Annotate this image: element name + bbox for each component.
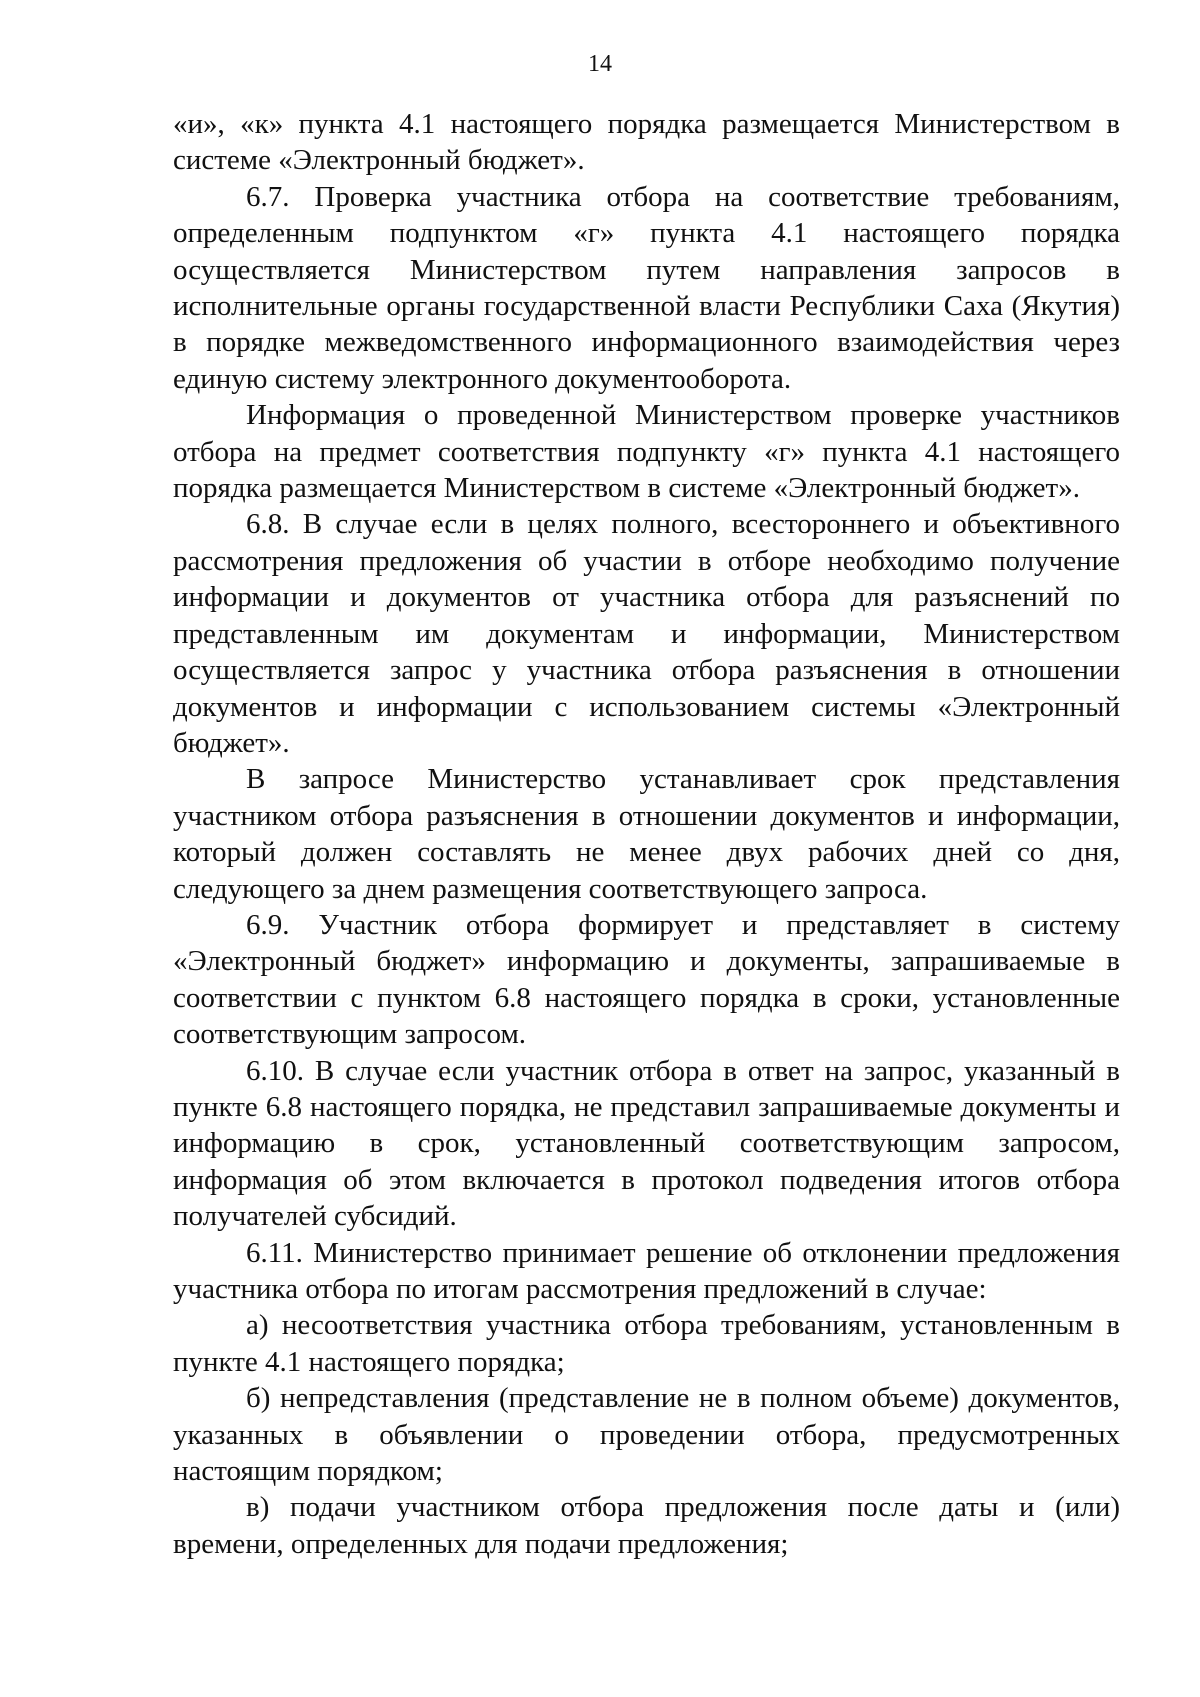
paragraph-6-7-info: Информация о проведенной Министерством проверке участников отбора на предмет соответствия подпункту «г» пункта 4.1 настоящего порядка размещается Министерством в системе «Электронный бюджет».	[173, 399, 1120, 505]
list-item-a: а) несоответствия участника отбора требованиям, установленным в пункте 4.1 настоящего порядка;	[173, 1309, 1120, 1378]
list-item-v: в) подачи участником отбора предложения после даты и (или) времени, определенных для подачи предложения;	[173, 1491, 1120, 1560]
document-body	[173, 106, 1120, 1562]
paragraph-6-9: 6.9. Участник отбора формирует и представляет в систему «Электронный бюджет» информацию и документы, запрашиваемые в соответствии с пунктом 6.8 настоящего порядка в сроки, установленные соответствующим запросом.	[173, 908, 1120, 1051]
list-item-b: б) непредставления (представление не в полном объеме) документов, указанных в объявлении о проведении отбора, предусмотренных настоящим порядком;	[173, 1382, 1120, 1488]
paragraph-continuation: «и», «к» пункта 4.1 настоящего порядка размещается Министерством в системе «Электронный бюджет».	[173, 108, 1120, 177]
paragraph-6-11: 6.11. Министерство принимает решение об отклонении предложения участника отбора по итогам рассмотрения предложений в случае:	[173, 1236, 1120, 1305]
paragraph-6-10: 6.10. В случае если участник отбора в ответ на запрос, указанный в пункте 6.8 настоящего порядка, не представил запрашиваемые документы и информацию в срок, установленный соответствующим запросом, информация об этом включается в протокол подведения итогов отбора получателей субсидий.	[173, 1054, 1120, 1233]
paragraph-6-7: 6.7. Проверка участника отбора на соответствие требованиям, определенным подпунктом «г» пункта 4.1 настоящего порядка осуществляется Министерством путем направления запросов в исполнительные органы государственной власти Республики Саха (Якутия) в порядке межведомственного информационного взаимодействия через единую систему электронного документооборота.	[173, 180, 1120, 395]
page-number: 14	[588, 51, 612, 77]
paragraph-6-8: 6.8. В случае если в целях полного, всестороннего и объективного рассмотрения предложения об участии в отборе необходимо получение информации и документов от участника отбора для разъяснений по представленным им документам и информации, Министерством осуществляется запрос у участника отбора разъяснения в отношении документов и информации с использованием системы «Электронный бюджет».	[173, 508, 1120, 759]
paragraph-6-8-request: В запросе Министерство устанавливает срок представления участником отбора разъяснения в отношении документов и информации, который должен составлять не менее двух рабочих дней со дня, следующего за днем размещения соответствующего запроса.	[173, 763, 1120, 905]
